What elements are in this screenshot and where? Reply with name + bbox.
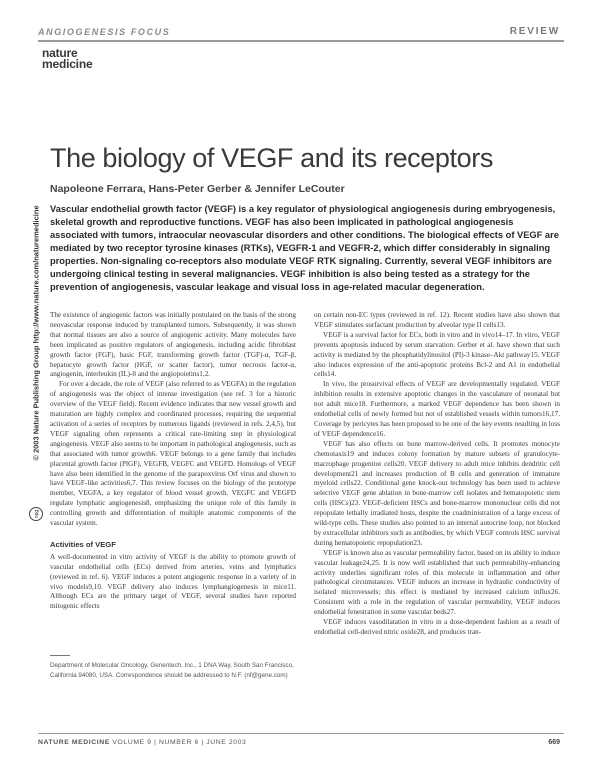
paragraph: VEGF induces vasodilatation in vitro in a dose-dependent fashion as a result of endothelial cell-derived nitric oxide28, and produces tran- (314, 618, 560, 636)
article-title: The biology of VEGF and its receptors (50, 143, 493, 173)
affiliation-rule (50, 655, 70, 656)
npg-badge-icon: npg (29, 507, 43, 521)
paragraph: VEGF has also effects on bone marrow-derived cells. It promotes monocyte chemotaxis19 and induces colony formation by mature subsets of granulocyte-macrophage progenitor cells20. VEGF delivery to adult mice inhibits dendritic cell development21 and increases production of B cells and generation of immature myeloid cells22. Conditional gene knock-out technology has been used to achieve selective VEGF gene ablation in bone-marrow cell isolates and hematopoietic stem cells (HSCs)23. VEGF-deficient HSCs and bone-marrow mononuclear cells did not repopulate lethally irradiated hosts, despite the coadministration of a large excess of wild-type cells. These studies also pointed to an internal autocrine loop, not blocked by extracellular inhibitors such as antibodies, by which VEGF controls HSC survival during hematopoietic repopulation23. (314, 439, 560, 547)
paragraph: VEGF is a survival factor for ECs, both in vitro and in vivo14–17. In vitro, VEGF prevents apoptosis induced by serum starvation. Gerber et al. have shown that such activity is mediated by the phosphatidylinositol (PI)-3 kinase–Akt pathway15. VEGF also induces expression of the anti-apoptotic proteins Bcl-2 and A1 in endothelial cells14. (314, 330, 560, 379)
footer-citation (38, 739, 246, 746)
page-number: 669 (548, 739, 560, 746)
paragraph: For over a decade, the role of VEGF (also referred to as VEGFA) in the regulation of angiogenesis was the object of intense investigation (see ref. 3 for a historic overview of the VEGF field). Recent evidence indicates that new vessel growth and maturation are highly complex and coordinated processes, requiring the sequential activation of a series of receptors by numerous ligands (reviewed in refs. 2,4,5), but VEGF signaling often represents a critical rate-limiting step in physiological angiogenesis. VEGF also seems to be important in pathological angiogenesis, such as that associated with tumor growth6. VEGF belongs to a gene family that includes placental growth factor (PlGF), VEGFB, VEGFC and VEGFD. Homologs of VEGF have also been identified in the genome of the parapoxvirus Orf virus and shown to have VEGF-like activities6,7. This review focuses on the biology of the prototype member, VEGFA, a key regulator of blood vessel growth. VEGFC and VEGFD regulate lymphatic angiogenesis8, emphasizing the unique role of this family in controlling growth and differentiation of multiple anatomic components of the vascular system. (50, 380, 296, 528)
section-heading: Activities of VEGF (50, 539, 116, 549)
author-affiliation: Department of Molecular Oncology, Genentech, Inc., 1 DNA Way, South San Francisco, California 94080, USA. Correspondence should be addressed to N.F. (nf@gene.com) (50, 662, 294, 679)
paragraph: on certain non-EC types (reviewed in ref. 12). Recent studies have also shown that VEGF stimulates surfactant production by alveolar type II cells13. (314, 311, 560, 329)
logo-line-2: medicine (42, 57, 93, 71)
copyright-text: © 2003 Nature Publishing Group http://www.nature.com/naturemedicine (31, 204, 41, 461)
journal-logo (42, 48, 92, 70)
paragraph: A well-documented in vitro activity of VEGF is the ability to promote growth of vascular endothelial cells (ECs) derived from arteries, veins and lymphatics (reviewed in ref. 6). VEGF induces a potent angiogenic response in a variety of in vivo models9,10. VEGF delivery also induces lymphangiogenesis in mice11. Although ECs are the primary target of VEGF, several studies have reported mitogenic effects (50, 552, 296, 611)
paragraph: In vivo, the prosurvival effects of VEGF are developmentally regulated. VEGF inhibition results in extensive apoptotic changes in the vasculature of neonatal but not adult mice18. Furthermore, a marked VEGF dependence has been shown in endothelial cells of newly formed but not of established vessels within tumors16,17. Coverage by pericytes has been proposed to be one of the key events resulting in loss of VEGF dependence16. (314, 380, 560, 438)
article-authors: Napoleone Ferrara, Hans-Peter Gerber & Jennifer LeCouter (50, 183, 345, 195)
section-label: ANGIOGENESIS FOCUS (38, 27, 171, 37)
footer-journal: NATURE MEDICINE (38, 739, 110, 746)
body-column-left (50, 311, 296, 612)
paragraph: VEGF is known also as vascular permeability factor, based on its ability to induce vascular leakage24,25. It is now well established that such permeability-enhancing activity underlies significant roles of this molecule in inflammation and other pathological circumstances. VEGF induces an increase in hydraulic conductivity of isolated microvessels; this effect is mediated by increased calcium influx26. Consistent with a role in the regulation of vascular permeability, VEGF induces endothelial fenestration in some vascular beds27. (314, 548, 560, 617)
article-type-label: REVIEW (509, 26, 560, 37)
footer-rule (38, 733, 564, 734)
logo-line-1: nature (42, 46, 78, 60)
article-abstract: Vascular endothelial growth factor (VEGF) is a key regulator of physiological angiogenesis during embryogenesis, skeletal growth and reproductive functions. VEGF has also been implicated in pathological angiogenesis associated with tumors, intraocular neovascular disorders and other conditions. The biological effects of VEGF are mediated by two receptor tyrosine kinases (RTKs), VEGFR-1 and VEGFR-2, which differ considerably in signaling properties. Non-signaling co-receptors also modulate VEGF RTK signaling. Currently, several VEGF inhibitors are undergoing clinical testing in several malignancies. VEGF inhibition is also being tested as a strategy for the prevention of angiogenesis, vascular leakage and visual loss in age-related macular degeneration. (50, 204, 559, 292)
body-column-right (314, 311, 560, 638)
paragraph: The existence of angiogenic factors was initially postulated on the basis of the strong neovascular response induced by transplanted tumors. Subsequently, it was shown that normal tissues are also a source of angiogenic activity. Many molecules have been implicated as positive regulators of angiogenesis, including acidic fibroblast growth factor (FGF), basic FGF, transforming growth factor (TGF)-α, TGF-β, hepatocyte growth factor (HGF, or scatter factor), tumor necrosis factor-α, angiogenin, interleukin (IL)-8 and the angiopoietins1,2. (50, 311, 296, 379)
header-rule (38, 40, 564, 42)
footer-issue: VOLUME 9 | NUMBER 6 | JUNE 2003 (109, 739, 247, 746)
copyright-sidebar (30, 155, 42, 510)
